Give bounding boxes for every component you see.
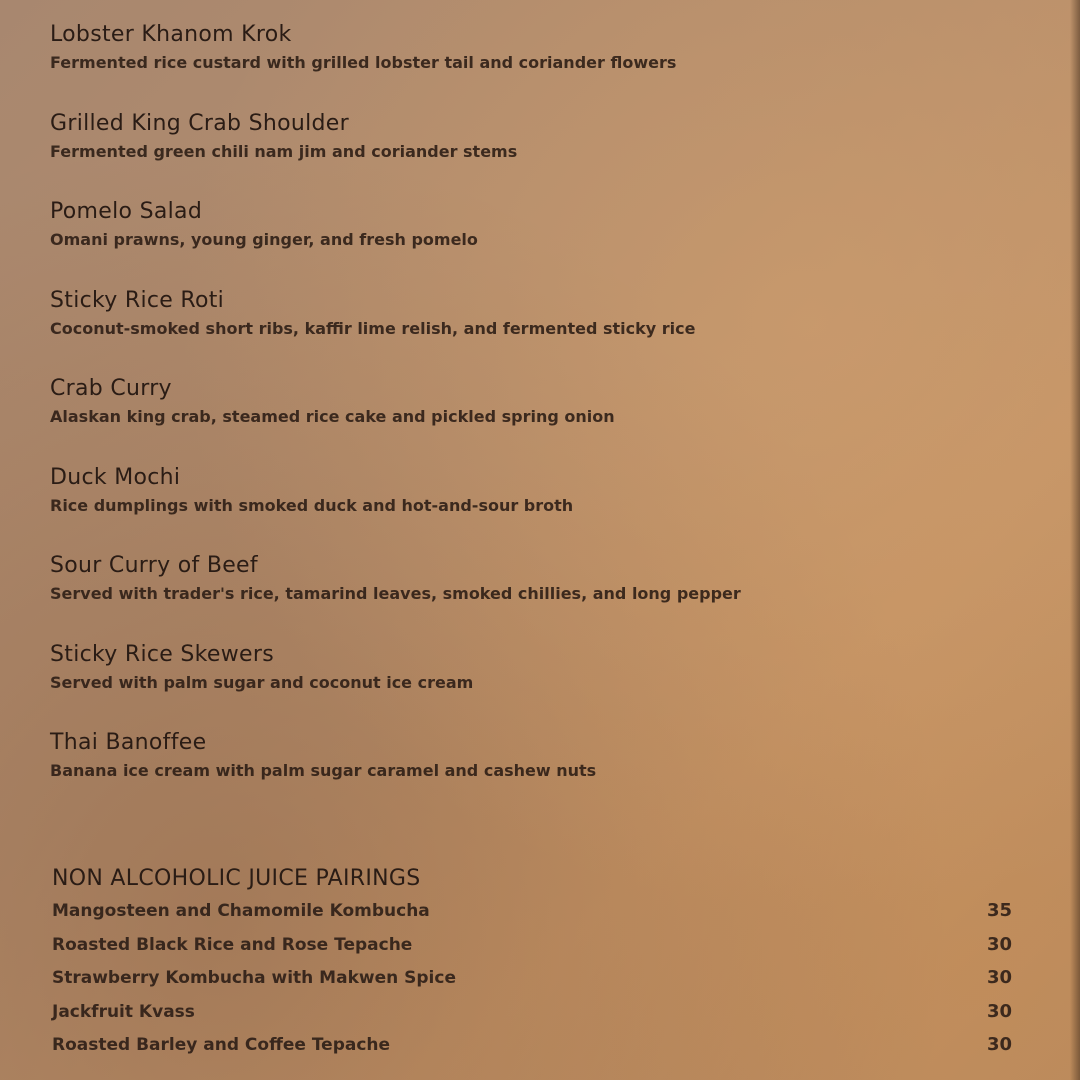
dish-item [50, 726, 1030, 815]
dish-name: Sticky Rice Skewers [50, 641, 274, 667]
dish-list [50, 18, 1030, 815]
pairing-name: Roasted Barley and Coffee Tepache [52, 1035, 391, 1055]
dish-name: Grilled King Crab Shoulder [50, 110, 349, 136]
pairing-price: 30 [986, 1034, 1012, 1055]
juice-pairings-section [52, 862, 1024, 1068]
dish-item [50, 461, 1030, 550]
dish-name: Duck Mochi [50, 464, 181, 490]
dish-name: Crab Curry [50, 376, 172, 401]
dish-name: Thai Banoffee [50, 730, 207, 755]
dish-description: Fermented green chili nam jim and coriander stems [50, 141, 518, 161]
pairings-heading: NON ALCOHOLIC JUICE PAIRINGS [52, 866, 421, 891]
pairing-name: Jackfruit Kvass [52, 1001, 195, 1022]
pairing-row [52, 1034, 1024, 1068]
dish-item [50, 638, 1030, 727]
pairing-row [52, 1001, 1024, 1035]
dish-description: Rice dumplings with smoked duck and hot-and-sour broth [50, 495, 574, 515]
dish-item [50, 107, 1030, 196]
dish-description: Fermented rice custard with grilled lobster tail and coriander flowers [50, 53, 677, 72]
dish-item [50, 195, 1030, 284]
dish-description: Served with trader's rice, tamarind leaves, smoked chillies, and long pepper [50, 584, 741, 603]
dish-name: Sour Curry of Beef [50, 553, 258, 578]
dish-description: Alaskan king crab, steamed rice cake and pickled spring onion [50, 407, 615, 426]
dish-name: Pomelo Salad [50, 199, 203, 224]
dish-item [50, 549, 1030, 638]
dish-item [50, 372, 1030, 461]
dish-item [50, 284, 1030, 373]
pairing-price: 30 [986, 1000, 1012, 1022]
dish-name: Lobster Khanom Krok [50, 22, 292, 47]
pairing-price: 35 [986, 900, 1012, 921]
pairing-name: Roasted Black Rice and Rose Tepache [52, 934, 413, 955]
page-edge-shadow [1070, 0, 1080, 1080]
pairing-row [52, 900, 1024, 934]
pairing-row [52, 934, 1024, 968]
dish-description: Banana ice cream with palm sugar caramel and cashew nuts [50, 761, 597, 780]
pairing-name: Mangosteen and Chamomile Kombucha [52, 901, 430, 921]
dish-description: Served with palm sugar and coconut ice cream [50, 672, 474, 692]
dish-description: Omani prawns, young ginger, and fresh pomelo [50, 230, 478, 249]
pairing-price: 30 [986, 933, 1012, 955]
dish-description: Coconut-smoked short ribs, kaffir lime relish, and fermented sticky rice [50, 318, 696, 338]
dish-item [50, 18, 1030, 107]
pairing-price: 30 [986, 967, 1012, 988]
pairing-name: Strawberry Kombucha with Makwen Spice [52, 968, 456, 988]
dish-name: Sticky Rice Roti [50, 287, 225, 313]
pairing-row [52, 967, 1024, 1001]
